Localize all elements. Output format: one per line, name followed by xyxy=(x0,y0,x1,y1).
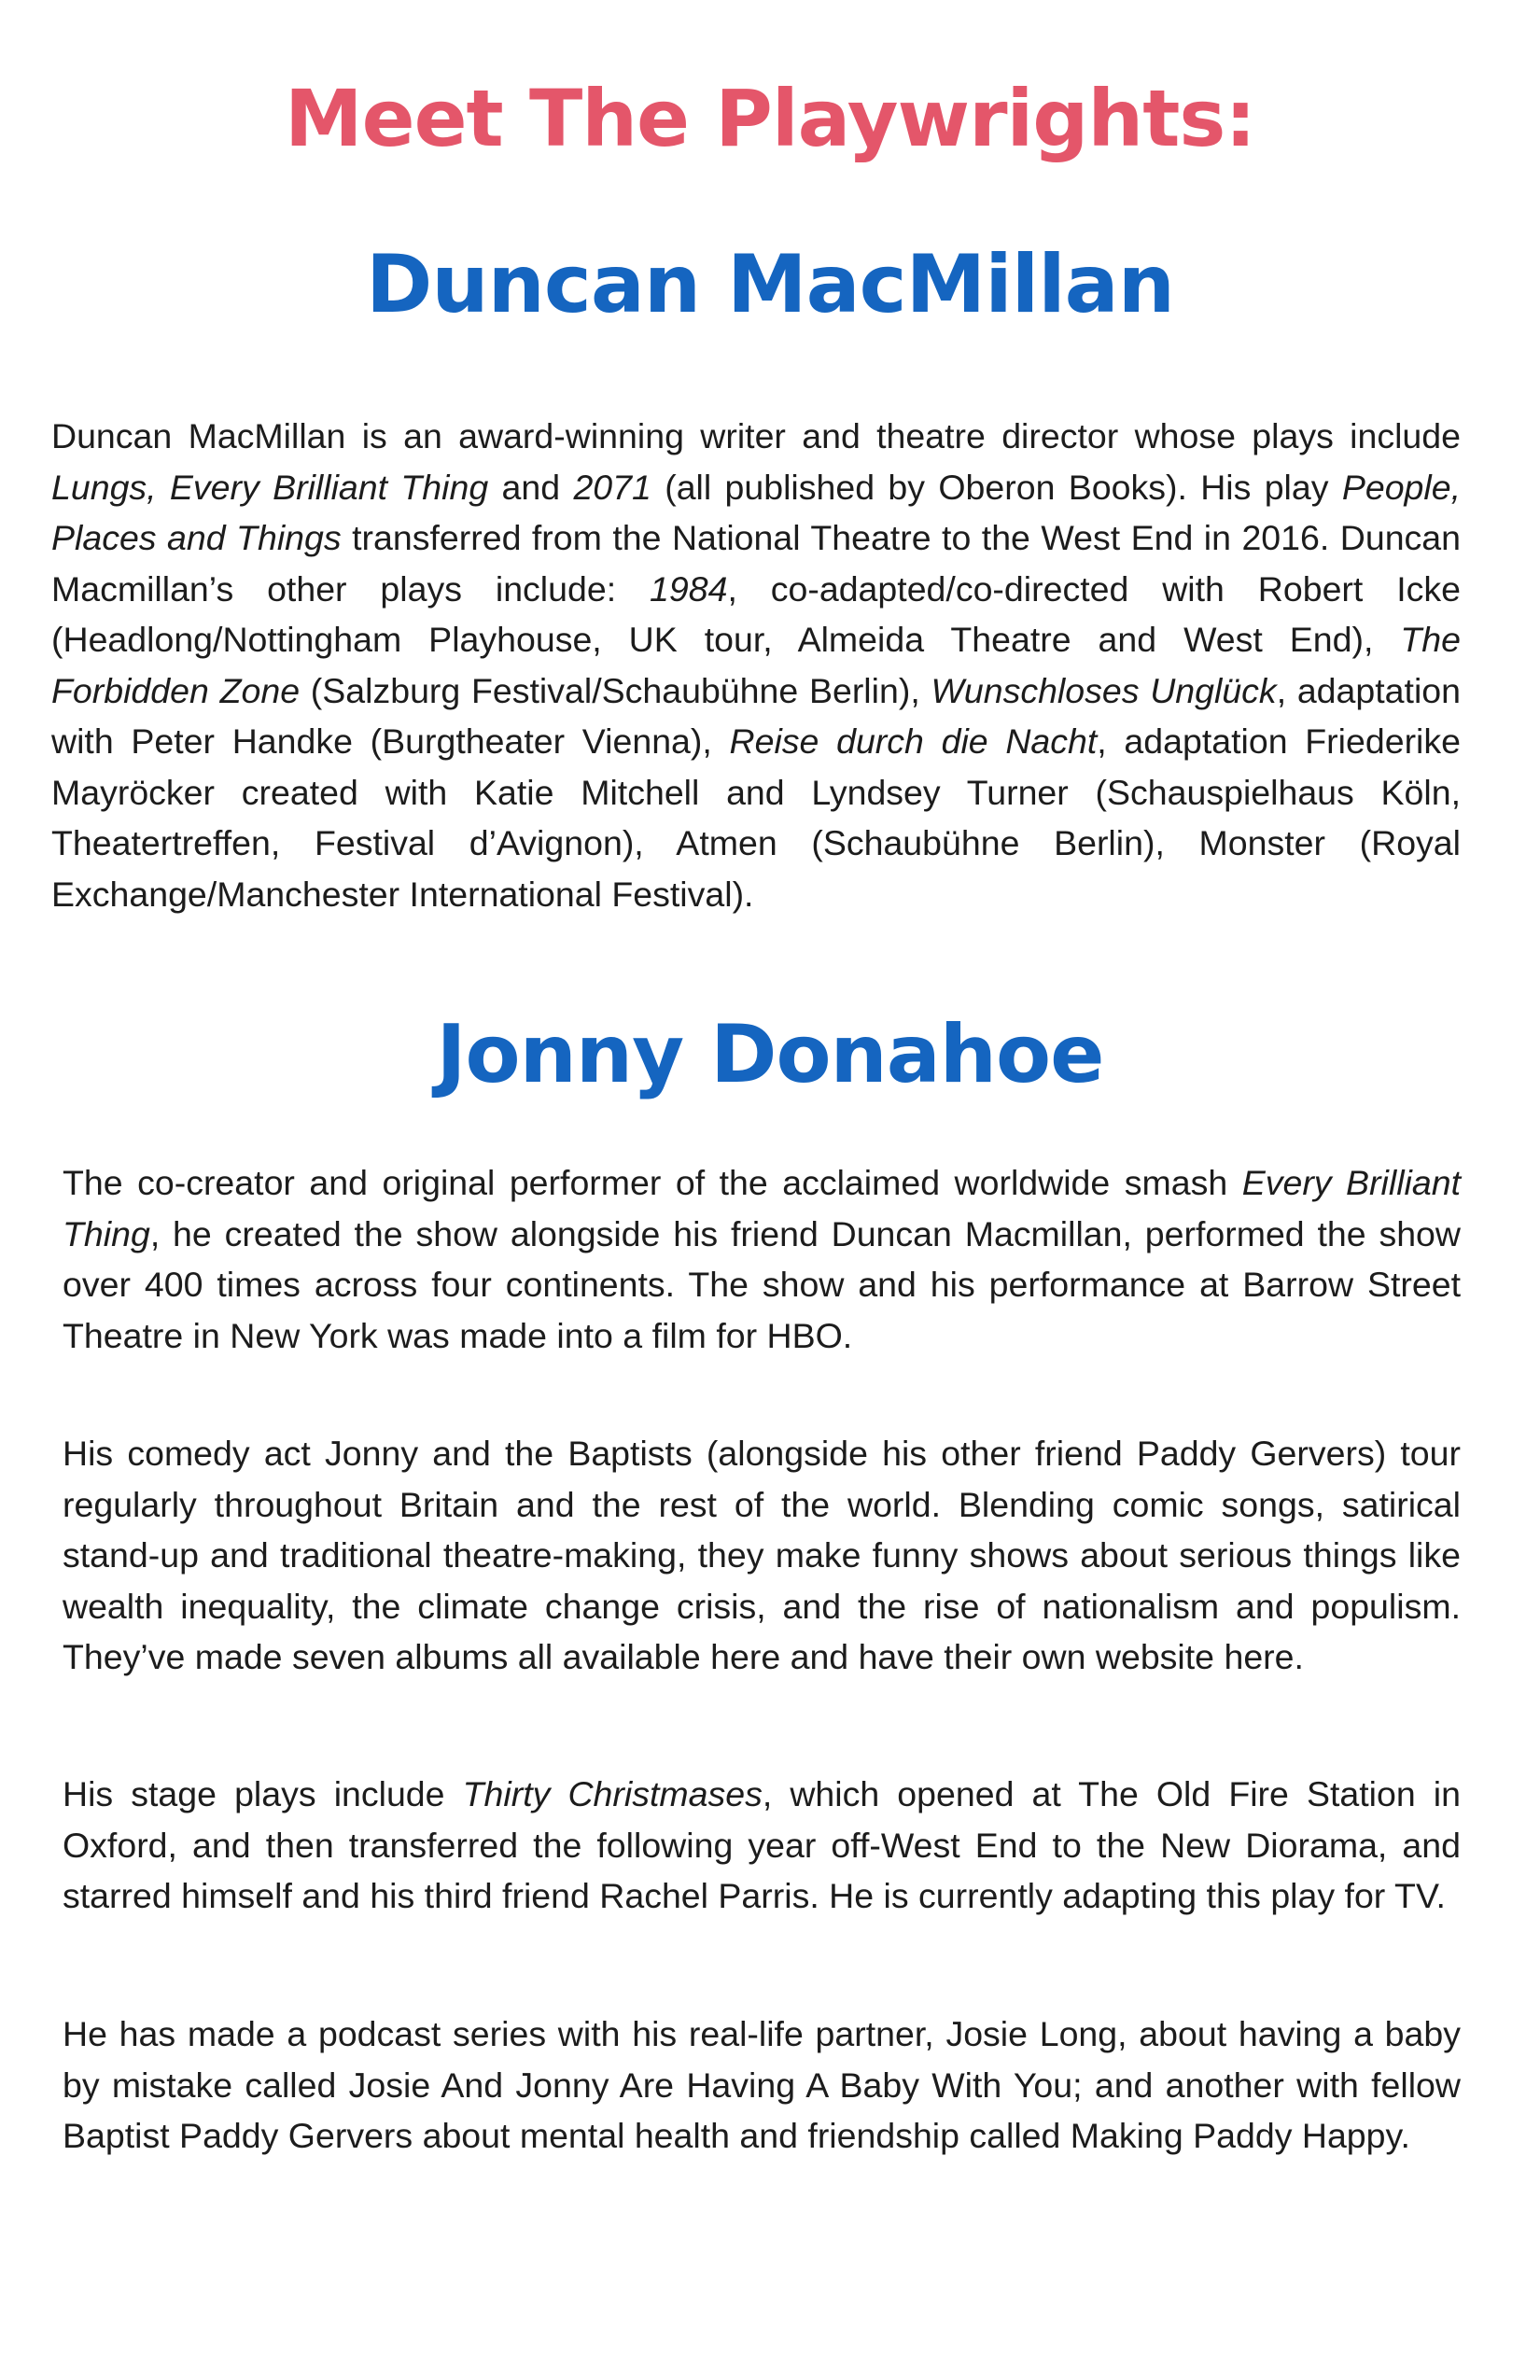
italic-title-text: The Forbidden Zone xyxy=(51,620,1461,710)
paragraph-text: , co-adapted/co-directed with Robert Icke (Headlong/Nottingham Playhouse, UK tour, Almeida Theatre and West End), xyxy=(51,568,1461,659)
section-heading-duncan-macmillan: Duncan MacMillan xyxy=(366,238,1174,331)
paragraph-text: Duncan MacMillan is an award-winning writer and theatre director whose plays include xyxy=(51,416,1461,455)
italic-title-text: 2071 xyxy=(573,467,651,507)
paragraph-text: He has made a podcast series with his real-life partner, Josie Long, about having a baby by mistake called Josie And Jonny Are Having A Baby With You; and another with fellow Baptist Paddy Gervers about mental health and friendship called Making Paddy Happy. xyxy=(63,2014,1461,2155)
bio-paragraph xyxy=(51,411,1461,919)
paragraph-text: The co-creator and original performer of the acclaimed worldwide smash xyxy=(63,1163,1242,1202)
bio-paragraph xyxy=(63,1428,1461,1683)
italic-title-text: Thirty Christmases xyxy=(462,1774,763,1813)
paragraph-text: (all published by Oberon Books). His play xyxy=(651,467,1342,507)
paragraph-text: and xyxy=(488,467,574,507)
bio-paragraph xyxy=(63,1769,1461,1922)
page-title: Meet The Playwrights: xyxy=(285,73,1255,164)
italic-title-text: Wunschloses Unglück xyxy=(931,670,1277,710)
italic-title-text: Reise durch die Nacht xyxy=(729,721,1098,761)
paragraph-text: (Salzburg Festival/Schaubühne Berlin), xyxy=(300,670,931,710)
paragraph-text: His comedy act Jonny and the Baptists (alongside his other friend Paddy Gervers) tour regularly throughout Britain and the rest of the world. Blending comic songs, satirical stand-up and traditional theatre-making, they make funny shows about serious things like wealth inequality, the climate change crisis, and the rise of nationalism and populism. They’ve made seven albums all available here and have their own website here. xyxy=(63,1434,1461,1676)
paragraph-text: , adaptation Friederike Mayröcker created with Katie Mitchell and Lyndsey Turner (Schauspielhaus Köln, Theatertreffen, Festival d’Avignon), Atmen (Schaubühne Berlin), Monster (Royal Exchange/Manchester International Festival). xyxy=(51,721,1461,914)
paragraph-text: , which opened at The Old Fire Station in Oxford, and then transferred the following year off-West End to the New Diorama, and starred himself and his third friend Rachel Parris. He is currently adapting this play for TV. xyxy=(63,1774,1461,1915)
paragraph-text: , adaptation with Peter Handke (Burgtheater Vienna), xyxy=(51,670,1461,761)
bio-paragraph xyxy=(63,1157,1461,1361)
paragraph-text: , he created the show alongside his friend Duncan Macmillan, performed the show over 400 times across four continents. The show and his performance at Barrow Street Theatre in New York was made into a film for HBO. xyxy=(63,1213,1461,1355)
italic-title-text: People, Places and Things xyxy=(51,467,1462,557)
section-heading-jonny-donahoe: Jonny Donahoe xyxy=(436,1008,1104,1101)
paragraph-text: His stage plays include xyxy=(63,1774,463,1813)
italic-title-text: Every Brilliant Thing xyxy=(63,1163,1461,1253)
italic-title-text: Lungs, Every Brilliant Thing xyxy=(51,467,489,507)
italic-title-text: 1984 xyxy=(650,568,728,609)
bio-paragraph xyxy=(63,2009,1461,2162)
paragraph-text: transferred from the National Theatre to the West End in 2016. Duncan Macmillan’s other plays include: xyxy=(51,518,1462,609)
